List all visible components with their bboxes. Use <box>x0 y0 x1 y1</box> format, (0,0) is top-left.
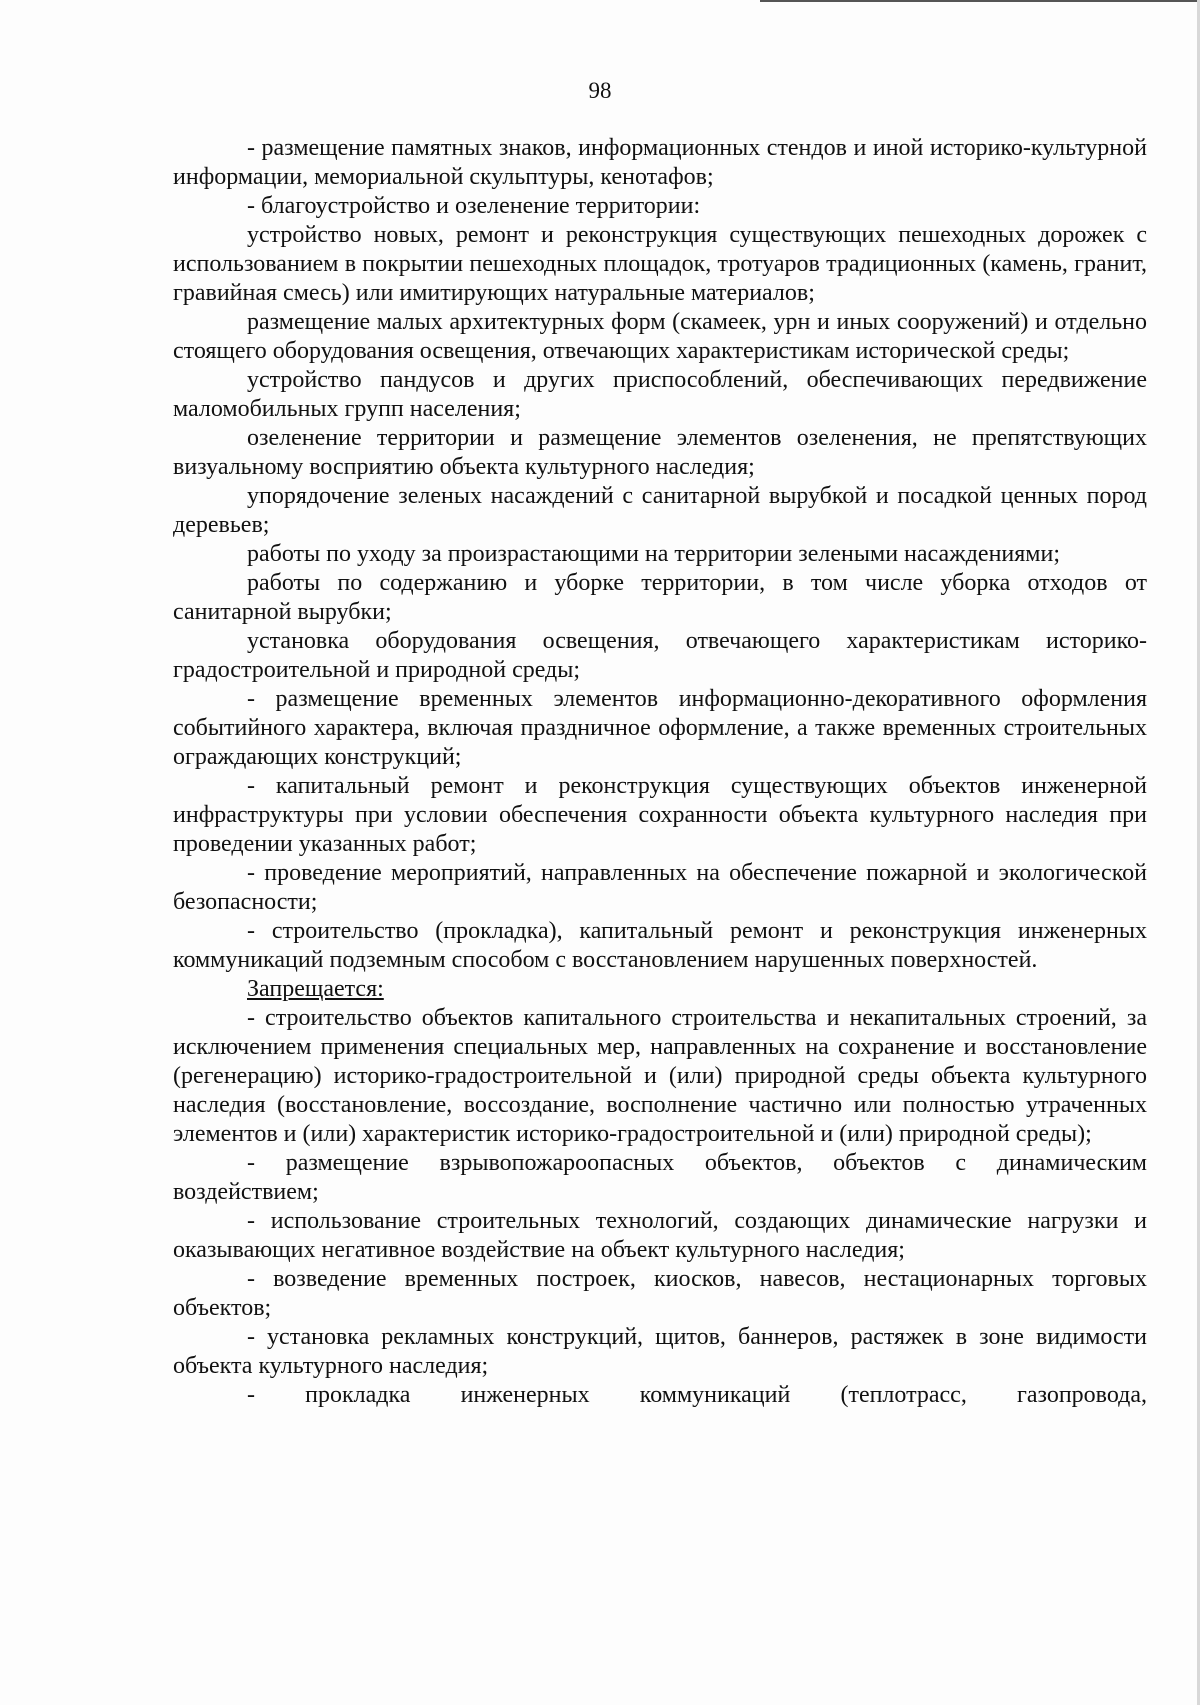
paragraph-memorial-signs: - размещение памятных знаков, информационных стендов и иной историко-культурной информации, мемориальной скульптуры, кенотафов; <box>173 135 1147 190</box>
paragraph-maintenance-works: работы по содержанию и уборке территории, в том числе уборка отходов от санитарной вырубки; <box>173 570 1147 625</box>
paragraph-utility-laying: - прокладка инженерных коммуникаций (теплотрасс, газопровода, <box>247 1382 1147 1408</box>
paragraph-ramps: устройство пандусов и других приспособлений, обеспечивающих передвижение маломобильных групп населения; <box>173 367 1147 422</box>
paragraph-explosive-objects: - размещение взрывопожароопасных объектов, объектов с динамическим воздействием; <box>173 1150 1147 1205</box>
paragraph-temporary-structures: - возведение временных построек, киосков, навесов, нестационарных торговых объектов; <box>173 1266 1147 1321</box>
page-number: 98 <box>588 78 612 103</box>
paragraph-dynamic-loads: - использование строительных технологий, создающих динамические нагрузки и оказывающих негативное воздействие на объект культурного наследия; <box>173 1208 1147 1263</box>
paragraph-temporary-decor: - размещение временных элементов информационно-декоративного оформления событийного характера, включая праздничное оформление, а также временных строительных ограждающих конструкций; <box>173 686 1147 770</box>
paragraph-advertising: - установка рекламных конструкций, щитов, баннеров, растяжек в зоне видимости объекта культурного наследия; <box>173 1324 1147 1379</box>
paragraph-construction-ban: - строительство объектов капитального строительства и некапитальных строений, за исключением применения специальных мер, направленных на сохранение и восстановление (регенерацию) историко-градостроительной и (или) природной среды объекта культурного наследия (восстановление, воссоздание, восполнение частично или полностью утраченных элементов и (или) характеристик историко-градостроительной и (или) природной среды); <box>173 1005 1147 1147</box>
paragraph-greening: озеленение территории и размещение элементов озеленения, не препятствующих визуальному восприятию объекта культурного наследия; <box>173 425 1147 480</box>
paragraph-fire-safety: - проведение мероприятий, направленных на обеспечение пожарной и экологической безопасности; <box>173 860 1147 915</box>
prohibited-label: Запрещается: <box>247 976 384 1002</box>
paragraph-green-plantings: упорядочение зеленых насаждений с санитарной вырубкой и посадкой ценных пород деревьев; <box>173 483 1147 538</box>
paragraph-infrastructure-repair: - капитальный ремонт и реконструкция существующих объектов инженерной инфраструктуры при условии обеспечения сохранности объекта культурного наследия при проведении указанных работ; <box>173 773 1147 857</box>
paragraph-small-architectural-forms: размещение малых архитектурных форм (скамеек, урн и иных сооружений) и отдельно стоящего оборудования освещения, отвечающих характеристикам исторической среды; <box>173 309 1147 364</box>
document-body <box>173 134 1147 1410</box>
paragraph-underground-utilities: - строительство (прокладка), капитальный ремонт и реконструкция инженерных коммуникаций подземным способом с восстановлением нарушенных поверхностей. <box>173 918 1147 973</box>
top-border-line <box>760 0 1200 2</box>
paragraph-care-works: работы по уходу за произрастающими на территории зелеными насаждениями; <box>247 541 1060 567</box>
paragraph-footpaths: устройство новых, ремонт и реконструкция существующих пешеходных дорожек с использованием в покрытии пешеходных площадок, тротуаров традиционных (камень, гранит, гравийная смесь) или имитирующих натуральные материалов; <box>173 222 1147 306</box>
paragraph-landscaping-heading: - благоустройство и озеленение территории: <box>247 193 701 219</box>
paragraph-lighting: установка оборудования освещения, отвечающего характеристикам историко-градостроительной и природной среды; <box>173 628 1147 683</box>
paragraph-prohibited-heading <box>173 975 1147 1004</box>
